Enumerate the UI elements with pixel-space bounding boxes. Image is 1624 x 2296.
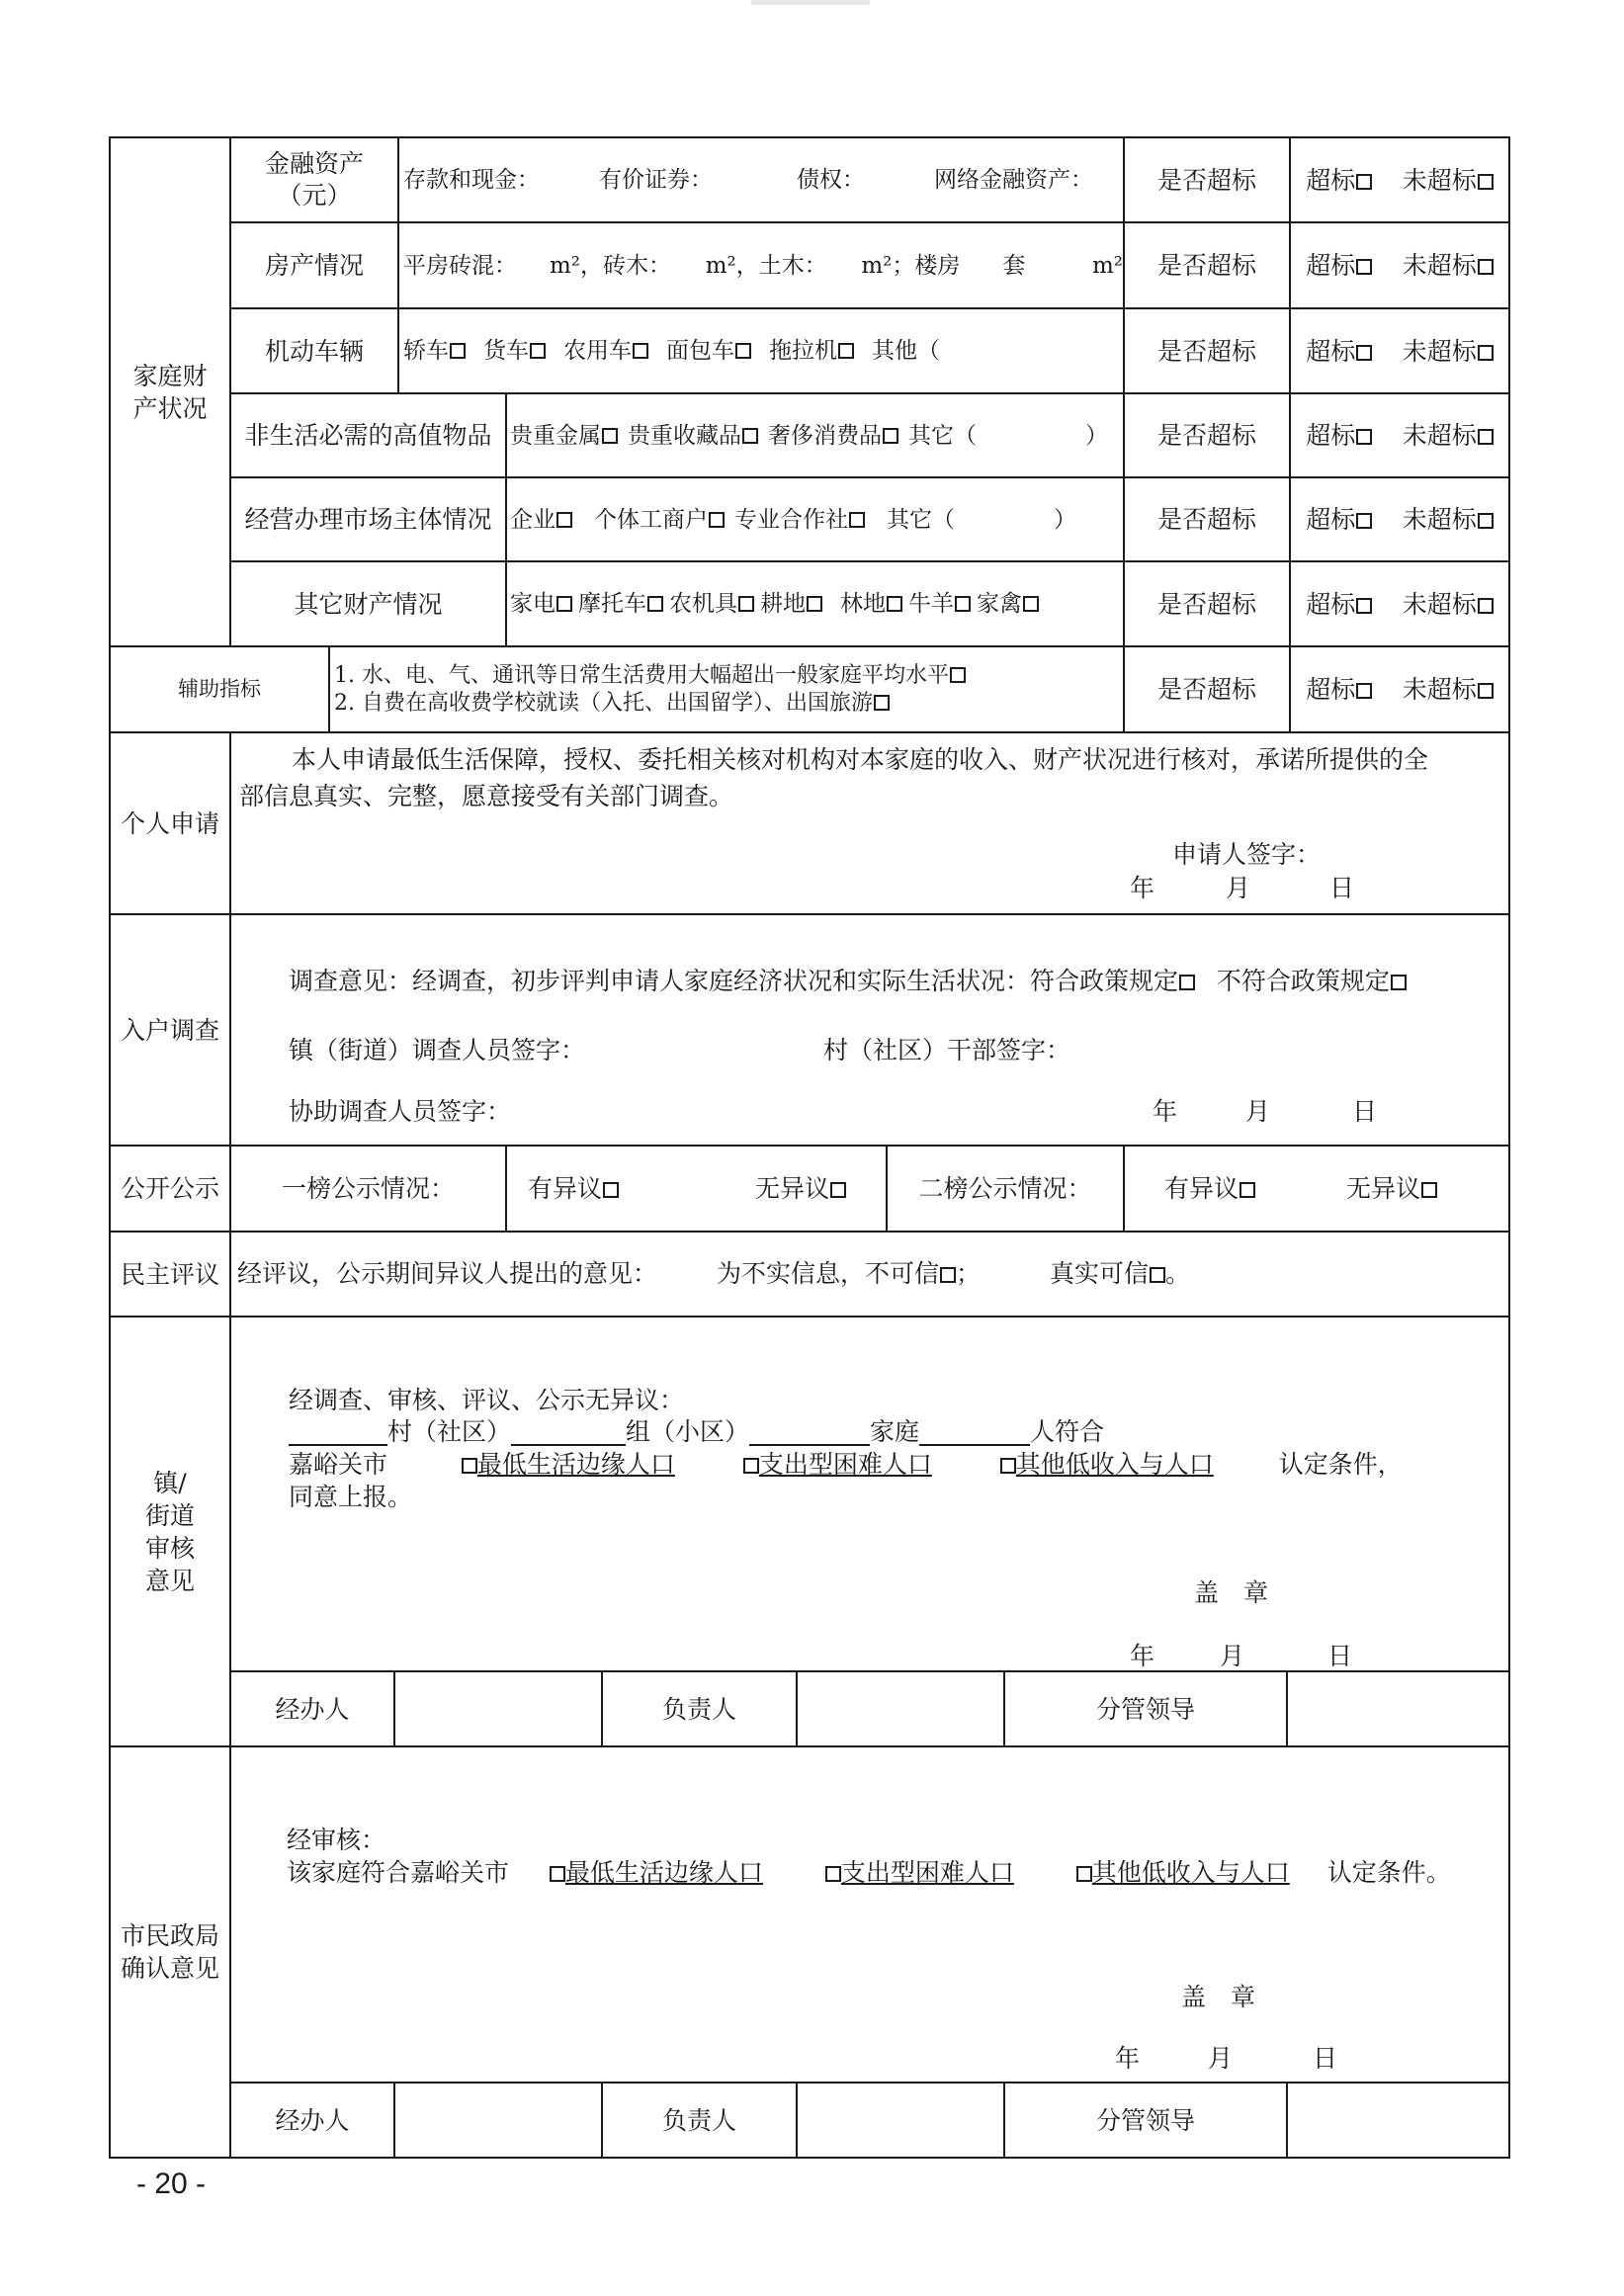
poultry-checkbox[interactable] bbox=[1023, 596, 1039, 612]
city-review-line2: 该家庭符合嘉峪关市 最低生活边缘人口 支出型困难人口 其他低收入与人口 认定条件。 bbox=[287, 1858, 1451, 1887]
not-over-checkbox[interactable] bbox=[1478, 174, 1494, 190]
city-opt3-checkbox[interactable] bbox=[1076, 1866, 1092, 1882]
survey-month-label: 月 bbox=[1245, 1097, 1271, 1126]
town-month-label: 月 bbox=[1220, 1642, 1245, 1670]
financial-assets-fields bbox=[403, 138, 1123, 221]
vehicle-van[interactable]: 面包车 bbox=[666, 336, 751, 366]
brick-concrete-label: 平房砖混： bbox=[403, 252, 517, 279]
personal-day-label: 日 bbox=[1329, 874, 1355, 902]
exceed-options-6 bbox=[1291, 562, 1508, 645]
city-seal-label: 盖 章 bbox=[1181, 1983, 1256, 2011]
second-publicity-label: 二榜公示情况： bbox=[918, 1174, 1092, 1203]
town-year-label: 年 bbox=[1130, 1642, 1155, 1670]
assist-investigator-signature: 协助调查人员签字： bbox=[289, 1097, 512, 1126]
town-responsible-field[interactable] bbox=[798, 1672, 1003, 1745]
over-option[interactable]: 超标 bbox=[1306, 164, 1372, 197]
aux-indicator-items bbox=[334, 662, 1123, 718]
town-day-label: 日 bbox=[1327, 1642, 1353, 1670]
not-comply-label: 不符合政策规定 bbox=[1216, 967, 1390, 995]
deposit-label: 存款和现金： bbox=[403, 167, 540, 193]
business-fields bbox=[510, 478, 1123, 560]
city-responsible-field[interactable] bbox=[798, 2083, 1003, 2157]
not-over-option[interactable]: 未超标 bbox=[1403, 335, 1494, 368]
town-leader-field[interactable] bbox=[1288, 1672, 1508, 1745]
over-checkbox[interactable] bbox=[1356, 513, 1372, 529]
town-responsible-label: 负责人 bbox=[661, 1694, 736, 1724]
tractor-checkbox[interactable] bbox=[838, 343, 854, 359]
over-checkbox[interactable] bbox=[1356, 429, 1372, 445]
valuable-luxury[interactable]: 奢侈消费品 bbox=[768, 421, 898, 451]
vehicles-fields bbox=[403, 309, 1123, 392]
exceed-question-1: 是否超标 bbox=[1156, 165, 1256, 195]
first-no-objection-checkbox[interactable] bbox=[830, 1182, 846, 1198]
cattle-checkbox[interactable] bbox=[955, 596, 971, 612]
exceed-options-4 bbox=[1291, 394, 1508, 476]
city-opt3[interactable]: 其他低收入与人口 bbox=[1075, 1858, 1290, 1887]
end-punctuation: 。 bbox=[1165, 1259, 1191, 1288]
business-coop[interactable]: 专业合作社 bbox=[734, 505, 865, 535]
scan-mark bbox=[751, 0, 870, 5]
first-no-objection-option[interactable]: 无异议 bbox=[755, 1174, 846, 1204]
over-checkbox[interactable] bbox=[1356, 598, 1372, 614]
survey-day-label: 日 bbox=[1352, 1097, 1378, 1126]
publicity-label: 公开公示 bbox=[120, 1174, 219, 1203]
over-checkbox[interactable] bbox=[1356, 259, 1372, 275]
aux-item-1[interactable]: 1. 水、电、气、通讯等日常生活费用大幅超出一般家庭平均水平 bbox=[334, 662, 1123, 690]
not-over-checkbox[interactable] bbox=[1478, 598, 1494, 614]
not-over-checkbox[interactable] bbox=[1478, 259, 1494, 275]
town-review-line1: 经调查、审核、评议、公示无异议： bbox=[289, 1386, 685, 1414]
city-year-label: 年 bbox=[1115, 2044, 1141, 2073]
not-over-checkbox[interactable] bbox=[1478, 513, 1494, 529]
not-over-option[interactable]: 未超标 bbox=[1403, 164, 1494, 197]
housing-fields bbox=[403, 223, 1123, 307]
online-assets-label: 网络金融资产： bbox=[934, 167, 1093, 193]
exceed-question-6: 是否超标 bbox=[1156, 589, 1256, 619]
exceed-question-4: 是否超标 bbox=[1156, 421, 1256, 450]
business-other: 其它（ bbox=[887, 506, 955, 533]
not-over-checkbox[interactable] bbox=[1478, 429, 1494, 445]
vehicles-label: 机动车辆 bbox=[264, 336, 364, 366]
not-over-option[interactable]: 未超标 bbox=[1403, 673, 1494, 706]
city-opt2[interactable]: 支出型困难人口 bbox=[824, 1858, 1014, 1887]
aux-item-2-checkbox[interactable] bbox=[874, 695, 890, 711]
democratic-review-text: 经评议，公示期间异议人提出的意见： 为不实信息，不可信 ； 真实可信 。 bbox=[237, 1259, 1191, 1288]
false-info-checkbox[interactable] bbox=[940, 1267, 956, 1283]
asset-section-label: 家庭财产状况 bbox=[132, 361, 208, 423]
town-opt3-checkbox[interactable] bbox=[1000, 1458, 1016, 1474]
vehicle-farm[interactable]: 农用车 bbox=[563, 336, 648, 366]
securities-label: 有价证券： bbox=[599, 167, 713, 193]
over-checkbox[interactable] bbox=[1356, 174, 1372, 190]
second-objection-checkbox[interactable] bbox=[1239, 1182, 1255, 1198]
over-option[interactable]: 超标 bbox=[1306, 419, 1372, 452]
exceed-question-3: 是否超标 bbox=[1156, 336, 1256, 366]
democratic-review-label: 民主评议 bbox=[120, 1259, 219, 1289]
second-no-objection-checkbox[interactable] bbox=[1421, 1182, 1437, 1198]
metal-checkbox[interactable] bbox=[602, 428, 618, 444]
van-checkbox[interactable] bbox=[735, 343, 751, 359]
separator-text: ； bbox=[956, 1259, 982, 1288]
over-checkbox[interactable] bbox=[1356, 683, 1372, 699]
farm-vehicle-checkbox[interactable] bbox=[633, 343, 648, 359]
town-investigator-signature: 镇（街道）调查人员签字： bbox=[289, 1036, 586, 1064]
person-count-blank[interactable] bbox=[919, 1418, 1030, 1446]
city-day-label: 日 bbox=[1313, 2044, 1338, 2073]
city-handler-field[interactable] bbox=[395, 2083, 601, 2157]
city-review-line1: 经审核： bbox=[287, 1826, 386, 1854]
survey-year-label: 年 bbox=[1153, 1097, 1178, 1126]
town-handler-label: 经办人 bbox=[275, 1694, 350, 1724]
business-individual[interactable]: 个体工商户 bbox=[594, 505, 725, 535]
town-opt1[interactable]: 最低生活边缘人口 bbox=[461, 1450, 675, 1479]
asset-poultry[interactable]: 家禽 bbox=[977, 589, 1039, 619]
vehicle-car[interactable]: 轿车 bbox=[403, 336, 466, 366]
city-confirmation-label: 市民政局确认意见 bbox=[120, 1921, 219, 1983]
exceed-options-7 bbox=[1291, 647, 1508, 731]
town-opt2[interactable]: 支出型困难人口 bbox=[742, 1450, 932, 1479]
over-option[interactable]: 超标 bbox=[1306, 335, 1372, 368]
valuable-other-close: ） bbox=[1085, 422, 1108, 449]
financial-assets-label: 金融资产（元） bbox=[264, 149, 364, 210]
town-review-label: 镇/街道审核意见 bbox=[144, 1468, 195, 1595]
motorcycle-checkbox[interactable] bbox=[647, 596, 663, 612]
exceed-options-5 bbox=[1291, 478, 1508, 560]
family-name-blank[interactable] bbox=[749, 1418, 870, 1446]
personal-application-label: 个人申请 bbox=[120, 808, 219, 838]
over-option[interactable]: 超标 bbox=[1306, 588, 1372, 621]
enterprise-checkbox[interactable] bbox=[556, 512, 572, 528]
second-publicity-options bbox=[1164, 1147, 1508, 1231]
second-no-objection-option[interactable]: 无异议 bbox=[1346, 1174, 1437, 1204]
luxury-checkbox[interactable] bbox=[883, 428, 898, 444]
over-option[interactable]: 超标 bbox=[1306, 249, 1372, 282]
valuable-collection[interactable]: 贵重收藏品 bbox=[628, 421, 758, 451]
over-option[interactable]: 超标 bbox=[1306, 673, 1372, 706]
town-opt3[interactable]: 其他低收入与人口 bbox=[999, 1450, 1214, 1479]
machinery-checkbox[interactable] bbox=[738, 596, 754, 612]
collection-checkbox[interactable] bbox=[742, 428, 758, 444]
town-handler-field[interactable] bbox=[395, 1672, 601, 1745]
false-info-option[interactable]: 为不实信息，不可信 bbox=[717, 1259, 956, 1289]
town-opt1-checkbox[interactable] bbox=[462, 1458, 477, 1474]
first-publicity-options bbox=[528, 1147, 886, 1231]
personal-month-label: 月 bbox=[1226, 874, 1251, 902]
city-leader-field[interactable] bbox=[1288, 2083, 1508, 2157]
not-over-checkbox[interactable] bbox=[1478, 683, 1494, 699]
not-over-option[interactable]: 未超标 bbox=[1403, 588, 1494, 621]
home-survey-label: 入户调查 bbox=[120, 1015, 219, 1045]
first-objection-option[interactable]: 有异议 bbox=[528, 1174, 619, 1204]
appliance-checkbox[interactable] bbox=[556, 596, 572, 612]
first-objection-checkbox[interactable] bbox=[603, 1182, 619, 1198]
survey-opinion: 调查意见：经调查，初步评判申请人家庭经济状况和实际生活状况：符合政策规定 不符合政策规定 bbox=[289, 965, 1407, 997]
farmland-checkbox[interactable] bbox=[807, 596, 822, 612]
second-objection-option[interactable]: 有异议 bbox=[1164, 1174, 1255, 1204]
brick-wood-label: m²，砖木： bbox=[550, 252, 672, 279]
city-month-label: 月 bbox=[1208, 2044, 1234, 2073]
personal-statement-line2: 部信息真实、完整，愿意接受有关部门调查。 bbox=[239, 782, 734, 810]
business-label: 经营办理市场主体情况 bbox=[244, 505, 492, 534]
exceed-question-7: 是否超标 bbox=[1156, 675, 1256, 704]
business-other-close: ） bbox=[1054, 506, 1076, 533]
city-opt1-checkbox[interactable] bbox=[550, 1866, 565, 1882]
vehicle-tractor[interactable]: 拖拉机 bbox=[769, 336, 854, 366]
individual-checkbox[interactable] bbox=[709, 512, 725, 528]
town-leader-label: 分管领导 bbox=[1095, 1694, 1195, 1724]
applicant-signature-label: 申请人签字： bbox=[1172, 840, 1322, 869]
valuables-label: 非生活必需的高值物品 bbox=[244, 421, 492, 450]
exceed-question-5: 是否超标 bbox=[1156, 505, 1256, 534]
town-opt2-checkbox[interactable] bbox=[743, 1458, 759, 1474]
debt-label: 债权： bbox=[797, 167, 865, 193]
asset-motorcycle[interactable]: 摩托车 bbox=[578, 589, 663, 619]
not-comply-checkbox[interactable] bbox=[1391, 975, 1407, 990]
asset-appliance[interactable]: 家电 bbox=[510, 589, 572, 619]
aux-indicator-label: 辅助指标 bbox=[178, 677, 261, 701]
village-name-blank[interactable] bbox=[289, 1418, 387, 1446]
vehicle-other: 其他（ bbox=[872, 338, 940, 364]
asset-machinery[interactable]: 农机具 bbox=[669, 589, 754, 619]
housing-label: 房产情况 bbox=[264, 251, 364, 280]
over-option[interactable]: 超标 bbox=[1306, 503, 1372, 536]
village-cadre-signature: 村（社区）干部签字： bbox=[823, 1036, 1071, 1064]
personal-statement-line1: 本人申请最低生活保障，授权、委托相关核对机构对本家庭的收入、财产状况进行核对，承诺所提供的全 bbox=[292, 745, 1429, 774]
true-info-option[interactable]: 真实可信 bbox=[1050, 1259, 1165, 1289]
exceed-options-2 bbox=[1291, 223, 1508, 307]
city-opt1[interactable]: 最低生活边缘人口 bbox=[549, 1858, 763, 1887]
asset-cattle[interactable]: 牛羊 bbox=[908, 589, 971, 619]
aux-item-1-checkbox[interactable] bbox=[950, 667, 966, 683]
not-over-option[interactable]: 未超标 bbox=[1403, 419, 1494, 452]
valuables-fields bbox=[510, 394, 1123, 476]
not-over-option[interactable]: 未超标 bbox=[1403, 503, 1494, 536]
group-name-blank[interactable] bbox=[511, 1418, 626, 1446]
city-handler-label: 经办人 bbox=[275, 2105, 350, 2135]
over-checkbox[interactable] bbox=[1356, 345, 1372, 361]
other-assets-fields bbox=[510, 562, 1123, 645]
valuable-other: 其它（ bbox=[908, 422, 977, 449]
not-over-checkbox[interactable] bbox=[1478, 345, 1494, 361]
building-label: m²；楼房 bbox=[861, 252, 961, 279]
true-info-checkbox[interactable] bbox=[1150, 1267, 1165, 1283]
comply-checkbox[interactable] bbox=[1179, 975, 1195, 990]
coop-checkbox[interactable] bbox=[849, 512, 865, 528]
asset-forest[interactable]: 林地 bbox=[840, 589, 902, 619]
page-number: - 20 - bbox=[136, 2168, 207, 2200]
exceed-question-2: 是否超标 bbox=[1156, 251, 1256, 280]
area-unit-label: m² bbox=[1091, 252, 1123, 279]
sets-label: 套 bbox=[1002, 252, 1026, 279]
town-review-line4: 同意上报。 bbox=[289, 1483, 413, 1511]
town-review-line3: 嘉峪关市 最低生活边缘人口 支出型困难人口 其他低收入与人口 认定条件， bbox=[289, 1450, 1403, 1479]
town-seal-label: 盖 章 bbox=[1194, 1578, 1269, 1607]
earth-wood-label: m²，土木： bbox=[705, 252, 827, 279]
vehicle-truck[interactable]: 货车 bbox=[483, 336, 546, 366]
other-assets-label: 其它财产情况 bbox=[294, 589, 443, 619]
exceed-options-3 bbox=[1291, 309, 1508, 392]
asset-farmland[interactable]: 耕地 bbox=[760, 589, 822, 619]
not-over-option[interactable]: 未超标 bbox=[1403, 249, 1494, 282]
exceed-options-1 bbox=[1291, 138, 1508, 221]
town-review-line2: 村（社区） 组（小区） 家庭 人符合 bbox=[289, 1415, 1104, 1448]
forest-checkbox[interactable] bbox=[887, 596, 902, 612]
city-leader-label: 分管领导 bbox=[1095, 2105, 1195, 2135]
city-opt2-checkbox[interactable] bbox=[825, 1866, 841, 1882]
business-enterprise[interactable]: 企业 bbox=[510, 505, 572, 535]
personal-year-label: 年 bbox=[1130, 874, 1155, 902]
city-responsible-label: 负责人 bbox=[661, 2105, 736, 2135]
first-publicity-label: 一榜公示情况： bbox=[281, 1174, 455, 1203]
valuable-metal[interactable]: 贵重金属 bbox=[510, 421, 618, 451]
truck-checkbox[interactable] bbox=[530, 343, 546, 359]
car-checkbox[interactable] bbox=[450, 343, 466, 359]
aux-item-2[interactable]: 2. 自费在高收费学校就读（入托、出国留学）、出国旅游 bbox=[334, 690, 1123, 718]
